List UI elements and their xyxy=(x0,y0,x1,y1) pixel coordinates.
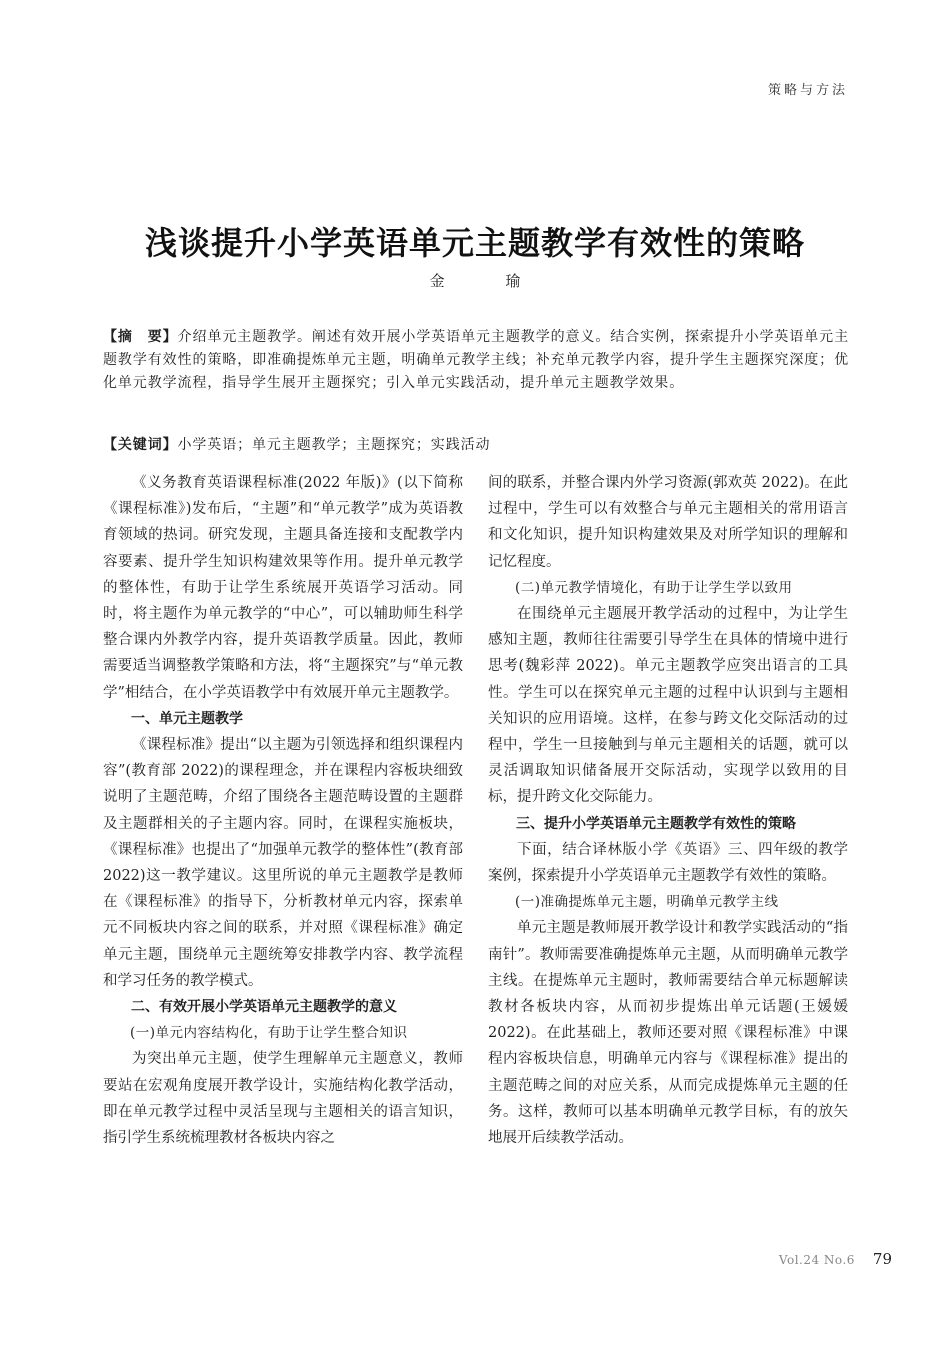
section-heading: 二、有效开展小学英语单元主题教学的意义 xyxy=(131,999,397,1016)
body-paragraph: 《义务教育英语课程标准(2022 年版)》(以下简称《课程标准》)发布后，“主题”和“单元教学”成为英语教育领域的热词。研究发现，主题具备连接和支配教学内容要素、提升学生知识构建效果等作用。提升单元教学的整体性，有助于让学生系统展开英语学习活动。同时，将主题作为单元教学的“中心”，可以辅助师生科学整合课内外教学内容，提升英语教学质量。因此，教师需要适当调整教学策略和方法，将“主题探究”与“单元教学”相结合，在小学英语教学中有效展开单元主题教学。 xyxy=(103,475,463,701)
keywords-label: 【关键词】 xyxy=(103,437,178,453)
subsection-heading: (一)准确提炼单元主题，明确单元教学主线 xyxy=(515,894,779,911)
keywords-text: 小学英语；单元主题教学；主题探究；实践活动 xyxy=(177,437,491,453)
subsection-heading: (二)单元教学情境化，有助于让学生学以致用 xyxy=(515,579,793,596)
section-tag: 策略与方法 xyxy=(767,83,848,98)
left-column xyxy=(103,470,463,1151)
body-paragraph: 为突出单元主题，使学生理解单元主题意义，教师要站在宏观角度展开教学设计，实施结构化教学活动，即在单元教学过程中灵活呈现与主题相关的语言知识，指引学生系统梳理教材各板块内容之 xyxy=(103,1051,463,1147)
body-paragraph: 在围绕单元主题展开教学活动的过程中，为让学生感知主题，教师往往需要引导学生在具体的情境中进行思考(魏彩萍 2022)。单元主题教学应突出语言的工具性。学生可以在探究单元主题的过程中认识到与主题相关知识的应用语境。这样，在参与跨文化交际活动的过程中，学生一旦接触到与单元主题相关的话题，就可以灵活调取知识储备展开交际活动，实现学以致用的目标，提升跨文化交际能力。 xyxy=(488,606,848,806)
abstract-text: 介绍单元主题教学。阐述有效开展小学英语单元主题教学的意义。结合实例，探索提升小学英语单元主题教学有效性的策略，即准确提炼单元主题，明确单元教学主线；补充单元教学内容，提升学生主题探究深度；优化单元教学流程，指导学生展开主题探究；引入单元实践活动，提升单元主题教学效果。 xyxy=(103,329,850,391)
body-paragraph: 下面，结合译林版小学《英语》三、四年级的教学案例，探索提升小学英语单元主题教学有效性的策略。 xyxy=(488,841,848,885)
body-paragraph: 单元主题是教师展开教学设计和教学实践活动的“指南针”。教师需要准确提炼单元主题，从而明确单元教学主线。在提炼单元主题时，教师需要结合单元标题解读教材各板块内容，从而初步提炼出单元话题(王媛媛 2022)。在此基础上，教师还要对照《课程标准》中课程内容板块信息，明确单元内容与《课程标准》提出的主题范畴之间的对应关系，从而完成提炼单元主题的任务。这样，教师可以基本明确单元教学目标，有的放矢地展开后续教学活动。 xyxy=(488,920,848,1147)
body-paragraph: 《课程标准》提出“以主题为引领选择和组织课程内容”(教育部 2022)的课程理念，并在课程内容板块细致说明了主题范畴，介绍了围绕各主题范畴设置的主题群及主题群相关的子主题内容。同时，在课程实施板块，《课程标准》也提出了“加强单元教学的整体性”(教育部 2022)这一教学建议。这里所说的单元主题教学是教师在《课程标准》的指导下，分析教材单元内容，探索单元不同板块内容之间的联系，并对照《课程标准》确定单元主题，围绕单元主题统筹安排教学内容、教学流程和学习任务的教学模式。 xyxy=(103,737,463,989)
abstract xyxy=(103,326,849,395)
section-heading: 一、单元主题教学 xyxy=(131,710,243,727)
article-title: 浅谈提升小学英语单元主题教学有效性的策略 xyxy=(144,224,805,262)
author: 金 瑜 xyxy=(429,272,549,290)
volume-info: Vol.24 No.6 xyxy=(778,1253,855,1267)
abstract-label: 【摘 要】 xyxy=(103,329,178,345)
page-footer xyxy=(779,1250,892,1268)
subsection-heading: (一)单元内容结构化，有助于让学生整合知识 xyxy=(130,1025,408,1042)
section-heading: 三、提升小学英语单元主题教学有效性的策略 xyxy=(516,815,796,832)
keywords xyxy=(103,434,849,457)
right-column xyxy=(488,470,848,1151)
body-paragraph: 间的联系，并整合课内外学习资源(郭欢英 2022)。在此过程中，学生可以有效整合与单元主题相关的常用语言和文化知识，提升知识构建效果及对所学知识的理解和记忆程度。 xyxy=(488,475,848,570)
page-number: 79 xyxy=(872,1250,892,1268)
